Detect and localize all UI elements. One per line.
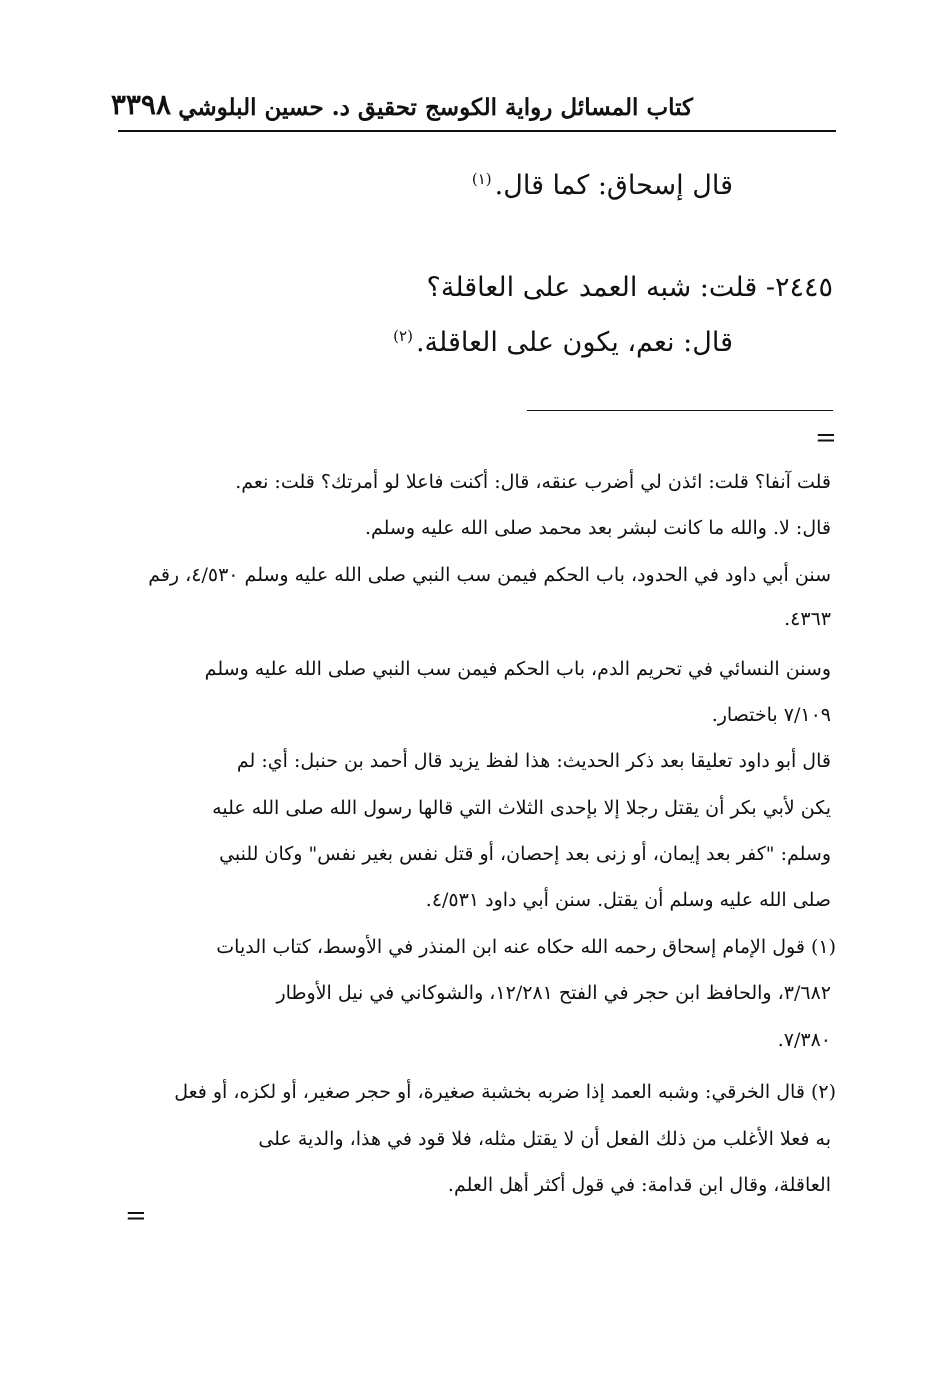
footnote-continuation-line: ٧/١٠٩ باختصار.: [711, 704, 831, 726]
footnote-2-line: العاقلة، وقال ابن قدامة: في قول أكثر أهل العلم.: [447, 1174, 831, 1196]
continuation-mark-top: =: [815, 423, 837, 453]
footnote-continuation-line: وسنن النسائي في تحريم الدم، باب الحكم فيمن سب النبي صلى الله عليه وسلم: [204, 658, 831, 680]
continuation-mark-bottom: =: [125, 1201, 147, 1231]
footnote-continuation-line: سنن أبي داود في الحدود، باب الحكم فيمن سب النبي صلى الله عليه وسلم ٤/٥٣٠، رقم: [148, 564, 831, 586]
footnote-ref-2: (٢): [393, 327, 413, 345]
page-number: ٣٣٩٨: [110, 88, 171, 121]
footnote-separator: [527, 410, 833, 411]
footnote-2-line: به فعلا الأغلب من ذلك الفعل أن لا يقتل مثله، فلا قود في هذا، والدية على: [258, 1128, 831, 1150]
footnote-continuation-line: قلت آنفا؟ قلت: ائذن لي أضرب عنقه، قال: أكنت فاعلا لو أمرتك؟ قلت: نعم.: [235, 471, 831, 493]
question-2445: [427, 272, 833, 303]
footnote-continuation-line: صلى الله عليه وسلم أن يقتل. سنن أبي داود ٤/٥٣١.: [425, 889, 831, 911]
ishaq-statement: [472, 170, 733, 201]
footnote-continuation-line: ٤٣٦٣.: [784, 608, 831, 630]
footnote-1-line: (١) قول الإمام إسحاق رحمه الله حكاه عنه ابن المنذر في الأوسط، كتاب الديات: [216, 936, 836, 958]
footnote-continuation-line: وسلم: "كفر بعد إيمان، أو زنى بعد إحصان، أو قتل نفس بغير نفس" وكان للنبي: [219, 843, 831, 865]
footnote-2-line: (٢) قال الخرقي: وشبه العمد إذا ضربه بخشبة صغيرة، أو حجر صغير، أو لكزه، أو فعل: [174, 1081, 836, 1103]
footnote-continuation-line: قال أبو داود تعليقا بعد ذكر الحديث: هذا لفظ يزيد قال أحمد بن حنبل: أي: لم: [236, 750, 831, 772]
header-rule: [118, 130, 836, 132]
answer-text: قال: نعم، يكون على العاقلة.: [415, 327, 733, 358]
answer-line: [393, 327, 733, 358]
ishaq-statement-text: قال إسحاق: كما قال.: [494, 170, 733, 201]
question-text: قلت: شبه العمد على العاقلة؟: [426, 272, 758, 303]
footnote-1-line: ٧/٣٨٠.: [777, 1029, 831, 1051]
footnote-continuation-line: يكن لأبي بكر أن يقتل رجلا إلا بإحدى الثلاث التي قالها رسول الله صلى الله عليه: [212, 797, 831, 819]
footnote-continuation-line: قال: لا. والله ما كانت لبشر بعد محمد صلى الله عليه وسلم.: [364, 517, 831, 539]
question-number: ٢٤٤٥-: [765, 272, 833, 303]
footnote-1-line: ٣/٦٨٢، والحافظ ابن حجر في الفتح ١٢/٢٨١، والشوكاني في نيل الأوطار: [276, 982, 831, 1004]
running-header-title: كتاب المسائل رواية الكوسج تحقيق د. حسين البلوشي: [178, 94, 693, 121]
footnote-ref-1: (١): [471, 170, 492, 188]
